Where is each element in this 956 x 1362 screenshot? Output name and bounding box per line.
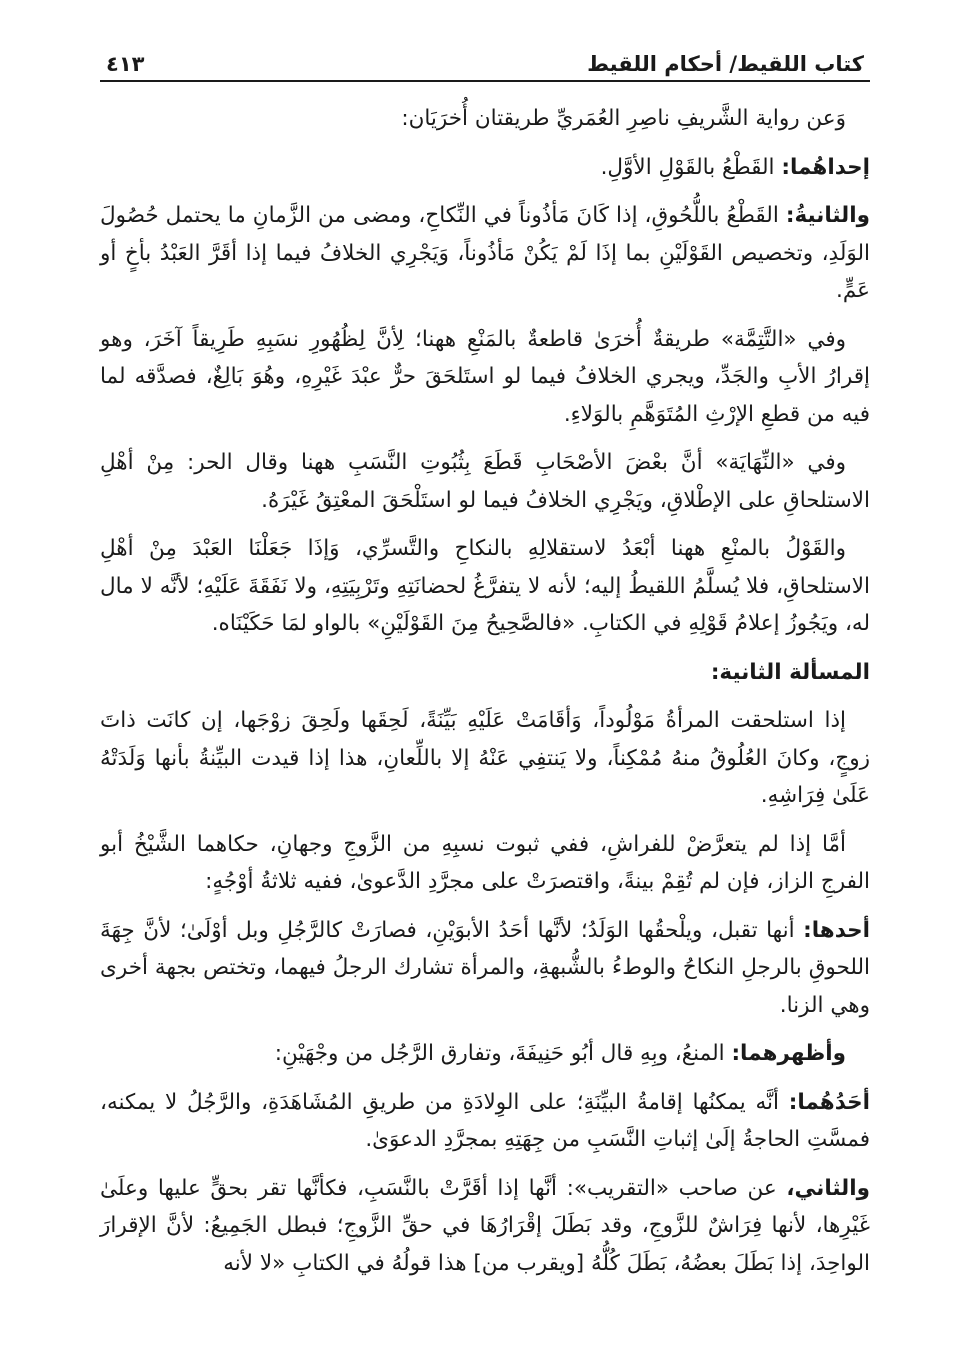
paragraph: [100, 530, 870, 643]
paragraph: [100, 321, 870, 434]
paragraph: [100, 149, 870, 187]
page-number: ٤١٣: [106, 52, 145, 76]
paragraph-text: أنَّه يمكنُها إقامةُ البيِّنَةِ؛ على الوِلادَةِ من طريقِ المُشَاهَدَةِ، والرَّجُلُ لا يمكنه، فمسَّتِ الحاجةُ إلَىٰ إثباتِ النَّسَبِ من جِهَتِهِ بمجرَّدِ الدعوَىٰ.: [100, 1089, 870, 1152]
paragraph-lead: أحَدُهُما:: [788, 1089, 870, 1115]
paragraph: [100, 1170, 870, 1283]
paragraph-text: وفي «النِّهَايَة» أنَّ بعْضَ الأصْحَابِ قَطَعَ بِثُبُوتِ النَّسَبِ ههنا وقال الحر: مِنْ أهْلِ الاستلحاقِ على الإطْلاقِ، ويَجْرِي الخلافُ فيما لو استَلْحَقَ المعْتِقُ غَيْرَهُ.: [100, 450, 870, 513]
paragraph: [100, 100, 870, 138]
paragraph-text: المنعُ، وبِهِ قال أبُو حَنِيفَةَ، وتفارق الرَّجُل من وجْهَيْنِ:: [274, 1041, 732, 1066]
section-heading: المسألة الثانية:: [710, 659, 870, 685]
paragraph-lead: إحداهُما:: [781, 154, 870, 180]
paragraph-text: عن صاحب «التقريب»: أنَّها إذا أقَرَّتْ بالنَّسَبِ، فكأنَّها تقر بحقٍّ عليها وعلَىٰ غَيْرِها، لأنها فِرَاشٌ للزَّوجِ، وقد بَطَلَ إقْرَارُهَا في حقِّ الزَّوجِ؛ فبطل الجَمِيعُ: لأنَّ الإقرارَ الواحِدَ، إذا بَطَلَ بعضُهُ، بَطَلَ كُلُّهُ [ويقرب من] هذا قولُهُ في الكتابِ «لا لأنه: [100, 1175, 870, 1276]
paragraph-lead: وأظهرهما:: [731, 1041, 846, 1066]
paragraph-text: وفي «التَّتِمَّة» طريقةٌ أُخرَىٰ قاطعةٌ بالمَنْعِ ههنا؛ لِأنَّ لِظُهُورِ نسَبِهِ طَرِيقاً آخَرَ، وهو إقرارُ الأبِ والجَدِّ، ويجري الخلافُ فيما لو استَلحَقَ حرٌّ عبْدَ غَيْرِهِ، وهُوَ بَالِغٌ، فصدَّقه لما فيه من قطعِ الإرْثِ المُتَوَهَّمِ بالوَلاءِ.: [100, 326, 870, 427]
paragraph-text: والقَوْلُ بالمنْعِ ههنا أبْعَدُ لاستقلالِهِ بالنكاحِ والتَّسرِّي، وَإذَا جَعَلْنَا العَبْدَ مِنْ أهْلِ الاستلحاقِ، فلا يُسلَّمُ اللقيطُ إليه؛ لأنه لا يتفرَّغُ لحضانَتِهِ وتَرْبِيَتِهِ، ولا نَفَقَةَ عَلَيْهِ؛ لأنَّه لا مال له، ويَجُوزُ إعلامُ قَوْلِهِ في الكتابِ. «فالصَّحِيحُ مِنَ القَوْلَيْنِ» بالواو لمَا حَكَيْنَاه.: [100, 536, 870, 636]
paragraph-lead: والثاني،: [786, 1175, 870, 1201]
running-title: كتاب اللقيط/ أحكام اللقيط: [587, 52, 864, 76]
paragraph: [100, 1035, 870, 1073]
paragraph: [100, 444, 870, 519]
paragraph: [100, 702, 870, 815]
paragraph-lead: والثانيةُ:: [785, 203, 870, 228]
paragraph: [100, 197, 870, 310]
paragraph: [100, 912, 870, 1025]
page-header: [100, 30, 870, 82]
paragraph-lead: أحدها:: [803, 917, 870, 943]
paragraph-text: أنها تقبل، ويلْحقُها الوَلَدُ؛ لأنَّها أحَدُ الأبوَيْنِ، فصارَتْ كالرَّجُلِ وبل أوْلَىٰ؛ لأنَّ جِهَةَ اللحوقِ بالرجلِ النكاحُ والوطءُ بالشُّبهةِ، والمرأة تشارك الرجلُ فيهما، وتختص بجهة أخرى وهي الزنا.: [100, 917, 870, 1018]
paragraph-text: القَطْعُ بالقَوْلِ الأوَّلِ.: [600, 154, 782, 180]
paragraph-text: القَطْعُ باللُّحُوقِ، إذا كَانَ مَأذُوناً في النِّكاحِ، ومضى من الزَّمانِ ما يحتمل حُصُولَ الوَلَدِ، وتخصيص القَوْلَيْنِ بما إذَا لَمْ يَكُنْ مَأذُوناً، وَيَجْرِي الخلافُ فيما إذا أقَرَّ العَبْدُ بأخٍ أو عَمٍّ.: [100, 203, 870, 303]
book-page: [100, 30, 870, 1330]
page-body: [100, 82, 870, 1282]
paragraph-text: وَعن رواية الشَّريفِ ناصِرِ العُمَريِّ طريقتان أُخرَيَان:: [401, 106, 846, 131]
paragraph: [100, 826, 870, 901]
paragraph-text: أمَّا إذا لم يتعرَّضْ للفراشِ، ففي ثبوت نسبِهِ من الزَّوجِ وجهانِ، حكاهما الشَّيْخُ أبو الفرجِ الزاز، فإن لم تُقِمْ بينةً، واقتصرَتْ على مجرَّدِ الدَّعوىٰ، ففيه ثلاثةُ أوْجُهٍ:: [100, 831, 870, 894]
paragraph: [100, 1084, 870, 1159]
paragraph-text: إذا استلحقت المرأةُ مَوْلُوداً، وَأقَامَتْ عَلَيْهِ بَيِّنَةً، لَحِقَها ولَحِقَ زوْجَها، إن كانَت ذاتَ زوجٍ، وكانَ العُلُوقُ منهُ مُمْكِناً، ولا يَنتفِي عَنْهُ إلا باللِّعانِ، هذا إذا قيدت البيِّنةُ بأنها وَلَدَتْهُ عَلَىٰ فِرَاشِهِ.: [100, 708, 870, 808]
